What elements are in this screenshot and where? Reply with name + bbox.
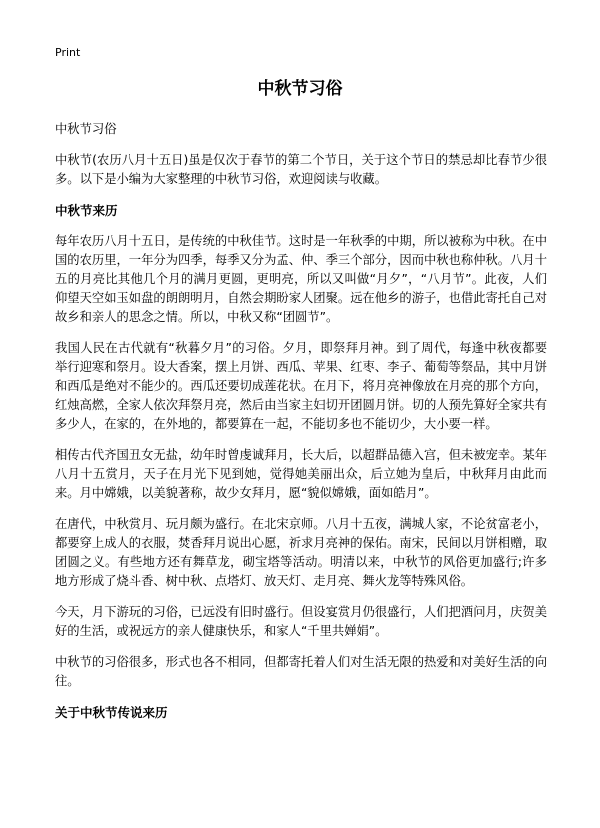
page-title: 中秋节习俗 xyxy=(257,79,343,99)
paragraph: 在唐代，中秋赏月、玩月颇为盛行。在北宋京师。八月十五夜，满城人家，不论贫富老小，都要穿上成人的衣服，焚香拜月说出心愿，祈求月亮神的保佑。南宋，民间以月饼相赠，取团圆之义。有些地方还有舞草龙，砌宝塔等活动。明清以来，中秋节的风俗更加盛行;许多地方形成了烧斗香、树中秋、点塔灯、放天灯、走月亮、舞火龙等特殊风俗。 xyxy=(55,517,547,588)
section-heading-legend: 关于中秋节传说来历 xyxy=(55,705,168,720)
article-body xyxy=(55,120,547,734)
article-subtitle: 中秋节习俗 xyxy=(55,122,117,136)
intro-paragraph: 中秋节(农历八月十五日)虽是仅次于春节的第二个节日，关于这个节日的禁忌却比春节少很多。以下是小编为大家整理的中秋节习俗，欢迎阅读与收藏。 xyxy=(55,153,547,186)
paragraph: 每年农历八月十五日，是传统的中秋佳节。这时是一年秋季的中期，所以被称为中秋。在中国的农历里，一年分为四季，每季又分为孟、仲、季三个部分，因而中秋也称仲秋。八月十五的月亮比其他几个月的满月更圆，更明亮，所以又叫做“月夕”，“八月节”。此夜，人们仰望天空如玉如盘的朗朗明月，自然会期盼家人团聚。远在他乡的游子，也借此寄托自己对故乡和亲人的思念之情。所以，中秋又称“团圆节”。 xyxy=(55,234,547,324)
paragraph: 相传古代齐国丑女无盐，幼年时曾虔诚拜月，长大后，以超群品德入宫，但未被宠幸。某年八月十五赏月，天子在月光下见到她，觉得她美丽出众，后立她为皇后，中秋拜月由此而来。月中嫦娥，以美貌著称，故少女拜月，愿“貌似嫦娥，面如皓月”。 xyxy=(55,448,547,500)
paragraph: 我国人民在古代就有“秋暮夕月”的习俗。夕月，即祭拜月神。到了周代，每逢中秋夜都要举行迎寒和祭月。设大香案，摆上月饼、西瓜、苹果、红枣、李子、葡萄等祭品，其中月饼和西瓜是绝对不能少的。西瓜还要切成莲花状。在月下，将月亮神像放在月亮的那个方向，红烛高燃，全家人依次拜祭月亮，然后由当家主妇切开团圆月饼。切的人预先算好全家共有多少人，在家的，在外地的，都要算在一起，不能切多也不能切少，大小要一样。 xyxy=(55,341,547,431)
paragraph: 今天，月下游玩的习俗，已远没有旧时盛行。但设宴赏月仍很盛行，人们把酒问月，庆贺美好的生活，或祝远方的亲人健康快乐，和家人“千里共婵娟”。 xyxy=(55,605,547,638)
paragraph: 中秋节的习俗很多，形式也各不相同，但都寄托着人们对生活无限的热爱和对美好生活的向往。 xyxy=(55,655,547,688)
section-heading-origin: 中秋节来历 xyxy=(55,203,118,218)
print-link[interactable]: Print xyxy=(55,46,81,59)
